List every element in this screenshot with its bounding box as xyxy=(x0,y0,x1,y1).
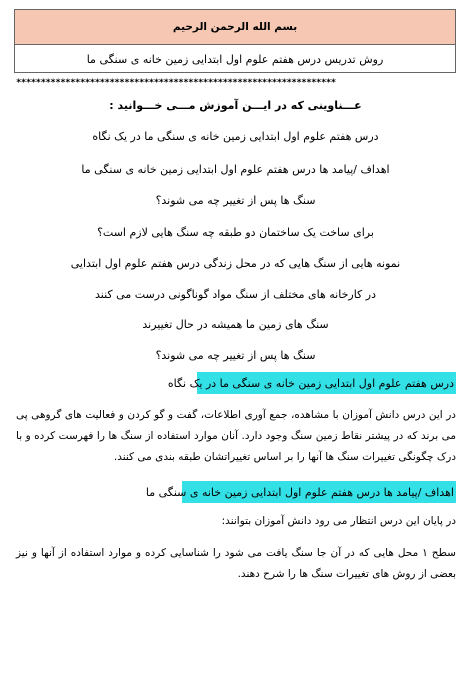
bismillah-banner xyxy=(15,10,455,45)
topic-item: درس هفتم علوم اول ابتدایی زمین خانه ی سنگی ما در یک نگاه xyxy=(92,130,379,143)
section2-heading-text: اهداف /پیامد ها درس هفتم علوم اول ابتدایی زمین خانه ی سنگی ما xyxy=(145,485,454,499)
document-title xyxy=(15,45,455,74)
section2-body: سطح ۱ محل هایی که در آن جا سنگ یافت می شود را شناسایی کرده و موارد استفاده از آنها و نیز بعضی از روش های تغییرات سنگ ها را شرح دهند. xyxy=(16,547,456,580)
section1-body: در این درس دانش آموزان با مشاهده، جمع آوری اطلاعات، گفت و گو کردن و فعالیت های گروهی پی می برند که در پیشتر نقاط زمین سنگ وجود دارد. آنان موارد استفاده از سنگ ها را فهرست کرده و با درک چگونگی تغییرات سنگ ها آنها را بر اساس تغییراتشان طبقه بندی می کنند. xyxy=(16,409,456,463)
section2-intro: در پایان این درس انتظار می رود دانش آموزان بتوانند: xyxy=(221,515,456,527)
bismillah-text: بسم الله الرحمن الرحیم xyxy=(172,21,298,33)
section1-heading xyxy=(167,372,456,394)
section1-heading-text: درس هفتم علوم اول ابتدایی زمین خانه ی سنگی ما در یک نگاه xyxy=(167,376,454,390)
document-title-text: روش تدریس درس هفتم علوم اول ابتدایی زمین خانه ی سنگی ما xyxy=(86,53,384,66)
section2-heading xyxy=(145,481,456,503)
topic-item: سنگ ها پس از تغییر چه می شوند؟ xyxy=(155,194,316,207)
topic-item: نمونه هایی از سنگ هایی که در محل زندگی درس هفتم علوم اول ابتدایی xyxy=(70,257,401,270)
topic-item: اهداف /پیامد ها درس هفتم علوم اول ابتدایی زمین خانه ی سنگی ما xyxy=(81,163,390,176)
topic-item: سنگ ها پس از تغییر چه می شوند؟ xyxy=(155,349,316,362)
topic-item: در کارخانه های مختلف از سنگ مواد گوناگونی درست می کنند xyxy=(95,288,376,301)
document-header xyxy=(14,9,456,73)
topic-item: برای ساخت یک ساختمان دو طبقه چه سنگ هایی لازم است؟ xyxy=(97,226,374,239)
star-separator: ***************************************************************** xyxy=(16,78,336,88)
topics-heading: عـــناوینی که در ایـــن آموزش مـــی خـــوانید : xyxy=(109,99,362,112)
topic-item: سنگ های زمین ما همیشه در حال تغییرند xyxy=(142,318,329,331)
